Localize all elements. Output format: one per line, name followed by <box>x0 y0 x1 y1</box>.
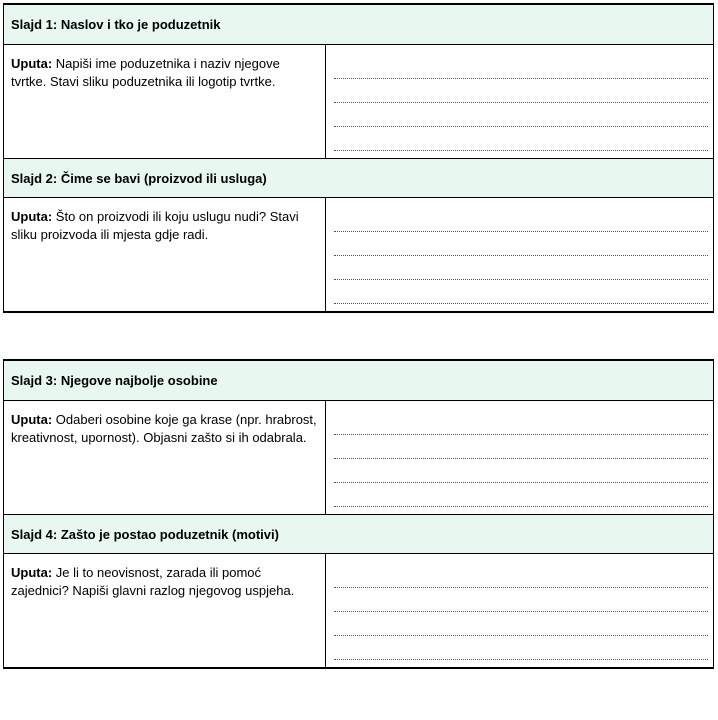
answer-line <box>334 458 708 459</box>
slide-1-answer-area[interactable] <box>326 45 713 158</box>
slide-4-title: Slajd 4: Zašto je postao poduzetnik (motivi) <box>4 514 713 554</box>
slide-1-title: Slajd 1: Naslov i tko je poduzetnik <box>4 5 713 45</box>
slide-2-row <box>4 198 713 311</box>
instruction-text: Odaberi osobine koje ga krase (npr. hrabrost, kreativnost, upornost). Objasni zašto si ih odabrala. <box>11 412 317 445</box>
slide-2-answer-area[interactable] <box>326 198 713 311</box>
instruction-label: Uputa: <box>11 412 53 427</box>
answer-line <box>334 611 708 612</box>
answer-line <box>334 150 708 151</box>
slide-2-title: Slajd 2: Čime se bavi (proizvod ili usluga) <box>4 158 713 198</box>
slide-card-1 <box>3 3 714 313</box>
slide-4-instruction <box>4 554 326 667</box>
instruction-label: Uputa: <box>11 565 53 580</box>
answer-line <box>334 102 708 103</box>
answer-line <box>334 78 708 79</box>
answer-line <box>334 587 708 588</box>
slide-3-row <box>4 401 713 514</box>
answer-line <box>334 635 708 636</box>
answer-line <box>334 231 708 232</box>
answer-line <box>334 255 708 256</box>
answer-line <box>334 506 708 507</box>
answer-line <box>334 659 708 660</box>
answer-line <box>334 303 708 304</box>
slide-4-row <box>4 554 713 667</box>
answer-line <box>334 279 708 280</box>
instruction-label: Uputa: <box>11 56 53 71</box>
slide-4-answer-area[interactable] <box>326 554 713 667</box>
slide-card-2 <box>3 359 714 669</box>
slide-1-instruction <box>4 45 326 158</box>
slide-3-answer-area[interactable] <box>326 401 713 514</box>
answer-line <box>334 126 708 127</box>
instruction-text: Što on proizvodi ili koju uslugu nudi? Stavi sliku proizvoda ili mjesta gdje radi. <box>11 209 299 242</box>
answer-line <box>334 482 708 483</box>
instruction-text: Je li to neovisnost, zarada ili pomoć zajednici? Napiši glavni razlog njegovog uspjeha. <box>11 565 295 598</box>
slide-3-instruction <box>4 401 326 514</box>
slide-1-row <box>4 45 713 158</box>
slide-2-instruction <box>4 198 326 311</box>
slide-3-title: Slajd 3: Njegove najbolje osobine <box>4 361 713 401</box>
instruction-label: Uputa: <box>11 209 53 224</box>
instruction-text: Napiši ime poduzetnika i naziv njegove tvrtke. Stavi sliku poduzetnika ili logotip tvrtke. <box>11 56 280 89</box>
answer-line <box>334 434 708 435</box>
